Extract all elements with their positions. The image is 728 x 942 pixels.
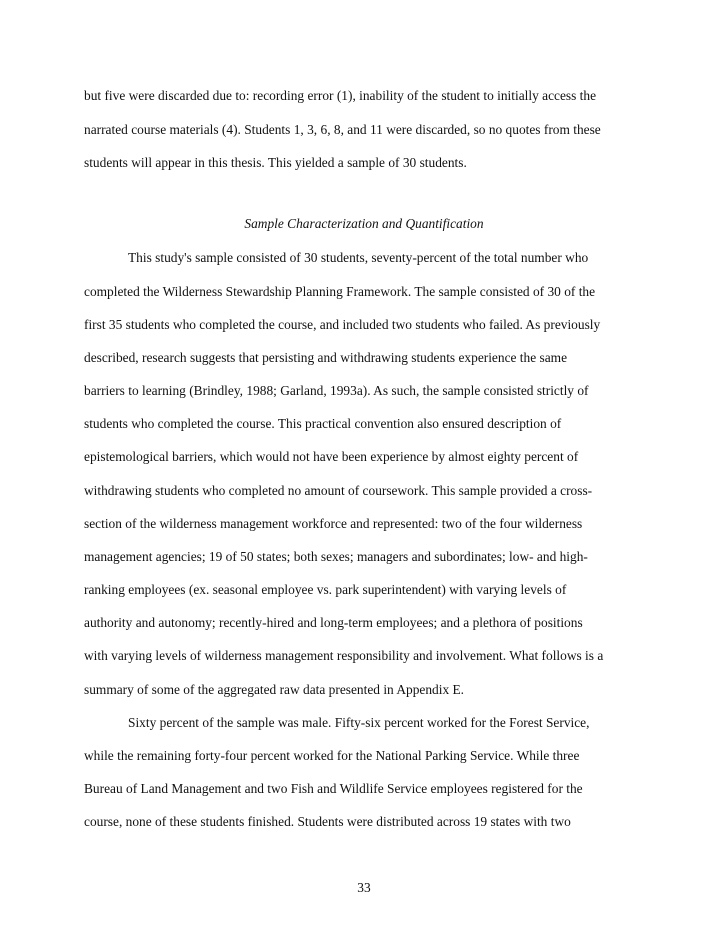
body-text-line: completed the Wilderness Stewardship Planning Framework. The sample consisted of 30 of the (84, 284, 596, 299)
body-text-line: but five were discarded due to: recording error (1), inability of the student to initially access the (84, 88, 597, 103)
body-text-line: with varying levels of wilderness management responsibility and involvement. What follows is a (84, 648, 604, 663)
body-text-line: authority and autonomy; recently-hired and long-term employees; and a plethora of positions (84, 615, 583, 630)
body-text-line: students will appear in this thesis. This yielded a sample of 30 students. (84, 155, 467, 170)
paragraph-first-line: Sixty percent of the sample was male. Fifty-six percent worked for the Forest Service, (128, 715, 590, 730)
body-text-line: management agencies; 19 of 50 states; both sexes; managers and subordinates; low- and high- (84, 549, 588, 564)
body-text-line: first 35 students who completed the course, and included two students who failed. As previously (84, 317, 601, 332)
paragraph-first-line: This study's sample consisted of 30 students, seventy-percent of the total number who (128, 250, 589, 265)
body-text-line: ranking employees (ex. seasonal employee vs. park superintendent) with varying levels of (84, 582, 567, 597)
body-text-line: section of the wilderness management workforce and represented: two of the four wilderness (84, 516, 583, 531)
body-text-line: while the remaining forty-four percent worked for the National Parking Service. While three (84, 748, 580, 763)
section-heading: Sample Characterization and Quantification (244, 216, 484, 231)
body-text-line: summary of some of the aggregated raw data presented in Appendix E. (84, 682, 465, 697)
page-number: 33 (357, 880, 371, 895)
body-text-line: barriers to learning (Brindley, 1988; Garland, 1993a). As such, the sample consisted strictly of (84, 383, 589, 398)
body-text-line: narrated course materials (4). Students 1, 3, 6, 8, and 11 were discarded, so no quotes from these (84, 122, 601, 137)
body-text-line: withdrawing students who completed no amount of coursework. This sample provided a cross- (84, 483, 593, 498)
body-text-line: epistemological barriers, which would not have been experience by almost eighty percent of (84, 449, 579, 464)
body-text-line: described, research suggests that persisting and withdrawing students experience the same (84, 350, 568, 365)
body-text-line: Bureau of Land Management and two Fish and Wildlife Service employees registered for the (84, 781, 583, 796)
body-text-line: course, none of these students finished. Students were distributed across 19 states with two (84, 814, 571, 829)
body-text-line: students who completed the course. This practical convention also ensured description of (84, 416, 562, 431)
